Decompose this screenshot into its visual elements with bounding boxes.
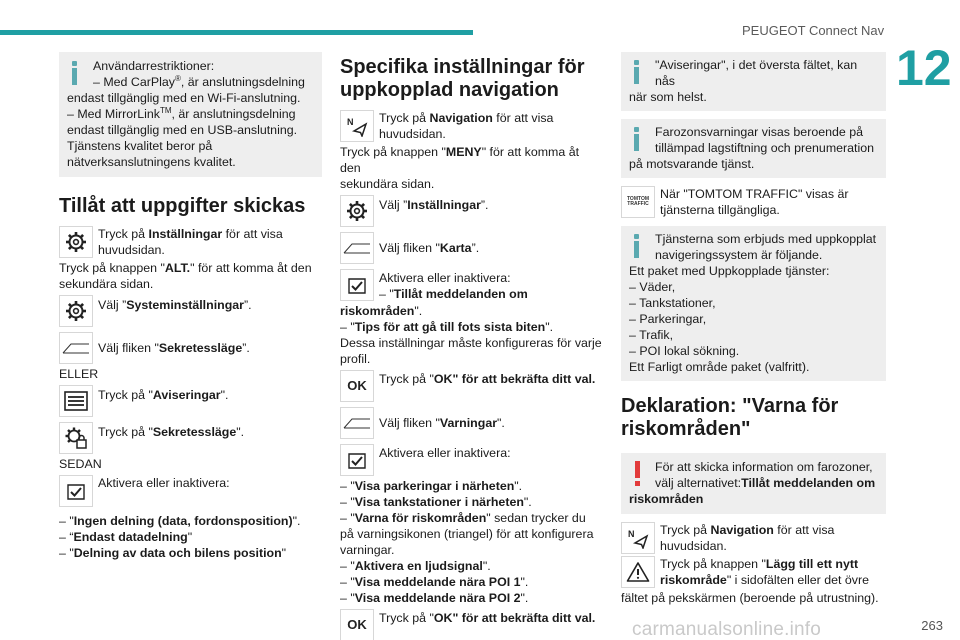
step-navigation: N Tryck på Navigation för att visa huvudsidan. <box>340 110 602 144</box>
info-box-services: Tjänsterna som erbjuds med uppkopplat navigeringssystem är följande. Ett paket med Uppkopplade tjänster: – Väder, – Tankstationer, – Parkeringar, – Trafik, – POI lokal sökning. Ett Farligt område paket (valfritt). <box>621 226 886 381</box>
info-icon <box>629 57 649 85</box>
step-add-risk-area: Tryck på knappen "Lägg till ett nytt riskområde" i sidofälten eller det övre <box>621 556 886 590</box>
info-icon <box>67 58 87 86</box>
warning-box: För att skicka information om farozoner, välj alternativet:Tillåt meddelanden om riskområden <box>621 453 886 514</box>
step-ok-2: OK Tryck på "OK" för att bekräfta ditt val. <box>340 609 602 640</box>
watermark: carmanualsonline.info <box>632 619 822 640</box>
step-settings: Välj ”Inställningar”. <box>340 195 602 229</box>
gear-icon <box>59 226 93 258</box>
warning-exclamation-icon <box>629 459 649 487</box>
info-box-notifications: "Aviseringar", i det översta fältet, kan nås när som helst. <box>621 52 886 111</box>
checkbox-icon <box>340 444 374 476</box>
ok-button-icon: OK <box>340 609 374 640</box>
page-number: 263 <box>921 618 943 633</box>
svg-text:N: N <box>628 529 635 539</box>
privacy-settings-icon <box>59 422 93 454</box>
step-navigation: N Tryck på Navigation för att visa huvudsidan. <box>621 522 886 556</box>
section-heading-declaration: Deklaration: "Varna för riskområden" <box>621 395 839 440</box>
step-privacy-mode: Tryck på "Sekretessläge". <box>59 422 322 456</box>
info-icon <box>629 231 649 259</box>
notifications-list-icon <box>59 385 93 417</box>
tab-icon <box>340 407 374 439</box>
column-1: Användarrestriktioner: – Med CarPlay®, är anslutningsdelning endast tillgänglig med en Wi-Fi-anslutning. – Med MirrorLink™, är anslutningsdelning endast tillgänglig med en USB-anslutning. Tjänstens kvalitet beror på nätverksanslutningens kvalitet. Tillåt att uppgifter skickas Tryck på Inställningar för att visa huvudsidan. Tryck på knappen "ALT." för att komma åt den sekundära sidan. Välj ”Systeminställningar”. Välj fliken "Sekretessläge”. ELLER Tryck på "Aviseringar". Tryck på "Sekretessläge". SEDAN Aktivera eller inaktivera: – "Ingen delning (data, fordonsposition)". – “Endast datadelning" – "Delning av data och bilens position" <box>59 52 322 561</box>
warning-triangle-icon <box>621 556 655 588</box>
or-label: ELLER <box>59 367 99 381</box>
info-box-danger-zones: Farozonsvarningar visas beroende på tillämpad lagstiftning och prenumeration på motsvarande tjänst. <box>621 119 886 178</box>
step-toggle-warnings: Aktivera eller inaktivera: <box>340 444 602 478</box>
step-tomtom: TOMTOM TRAFFIC När "TOMTOM TRAFFIC" visas är tjänsterna tillgängliga. <box>621 186 886 220</box>
step-notifications: Tryck på "Aviseringar". <box>59 385 322 419</box>
chapter-number: 12 <box>896 40 952 96</box>
navigation-icon <box>621 522 655 554</box>
info-icon <box>629 124 649 152</box>
section-heading-allow-data: Tillåt att uppgifter skickas <box>59 195 306 217</box>
step-map-tab: Välj fliken "Karta”. <box>340 232 602 266</box>
tab-icon <box>59 332 93 364</box>
column-2: Specifika inställningar för uppkopplad navigation N Tryck på Navigation för att visa huvudsidan. Tryck på knappen "MENY" för att komma åt den sekundära sidan. Välj ”Inställningar”. Välj fliken "Karta”. Aktivera eller inaktivera: – "Tillåt meddelanden om riskområden". – "Tips för att gå till fots sista biten". Dessa inställningar måste konfigureras för varje profil. OK Tryck på "OK" för att bekräfta ditt val. Välj fliken "Varningar". Aktivera eller inaktivera: – "Visa parkeringar i närheten". – "Visa tankstationer i närheten". – "Varna för riskområden" sedan trycker du på varningsikonen (triangel) för att konfigurera varningar. – "Aktivera en ljudsignal". – "Visa meddelande nära POI 1". – "Visa meddelande nära POI 2". OK Tryck på "OK" för att bekräfta ditt val. <box>340 52 602 640</box>
header-title: PEUGEOT Connect Nav <box>742 23 885 38</box>
checkbox-icon <box>59 475 93 507</box>
info-box-restrictions: Användarrestriktioner: – Med CarPlay®, är anslutningsdelning endast tillgänglig med en Wi-Fi-anslutning. – Med MirrorLink™, är anslutningsdelning endast tillgänglig med en USB-anslutning. Tjänstens kvalitet beror på nätverksanslutningens kvalitet. <box>59 52 322 177</box>
step-settings: Tryck på Inställningar för att visa huvudsidan. <box>59 226 322 260</box>
header-accent-bar <box>0 30 473 35</box>
ok-button-icon: OK <box>340 370 374 402</box>
checkbox-icon <box>340 269 374 301</box>
section-heading-connected-navigation: Specifika inställningar för uppkopplad navigation <box>340 56 585 101</box>
tomtom-traffic-logo: TOMTOM TRAFFIC <box>621 186 655 218</box>
then-label: SEDAN <box>59 457 102 471</box>
gear-icon <box>59 295 93 327</box>
gear-icon <box>340 195 374 227</box>
step-system-settings: Välj ”Systeminställningar”. <box>59 295 322 329</box>
column-3: "Aviseringar", i det översta fältet, kan nås när som helst. Farozonsvarningar visas beroende på tillämpad lagstiftning och prenumeration på motsvarande tjänst. TOMTOM TRAFFIC När "TOMTOM TRAFFIC" visas är tjänsterna tillgängliga. Tjänsterna som erbjuds med uppkopplat navigeringssystem är följande. Ett paket med Uppkopplade tjänster: – Väder, – Tankstationer, – Parkeringar, – Trafik, – POI lokal sökning. Ett Farligt område paket (valfritt). Deklaration: "Varna för riskområden" För att skicka information om farozoner, välj alternativet:Tillåt meddelanden om riskområden N Tryck på Navigation för att visa huvudsidan. Tryck på knappen "Lägg till ett nytt riskområde" i sidofälten eller det övre fältet på pekskärmen (beroende på utrustning). <box>621 52 886 606</box>
step-toggle: Aktivera eller inaktivera: <box>59 475 322 509</box>
step-ok-1: OK Tryck på "OK" för att bekräfta ditt val. <box>340 370 602 404</box>
step-warnings-tab: Välj fliken "Varningar". <box>340 407 602 441</box>
step-toggle-risk: Aktivera eller inaktivera: – "Tillåt meddelanden om <box>340 269 602 303</box>
tab-icon <box>340 232 374 264</box>
navigation-icon <box>340 110 374 142</box>
step-privacy-tab: Välj fliken "Sekretessläge”. <box>59 332 322 366</box>
svg-text:N: N <box>347 117 354 127</box>
